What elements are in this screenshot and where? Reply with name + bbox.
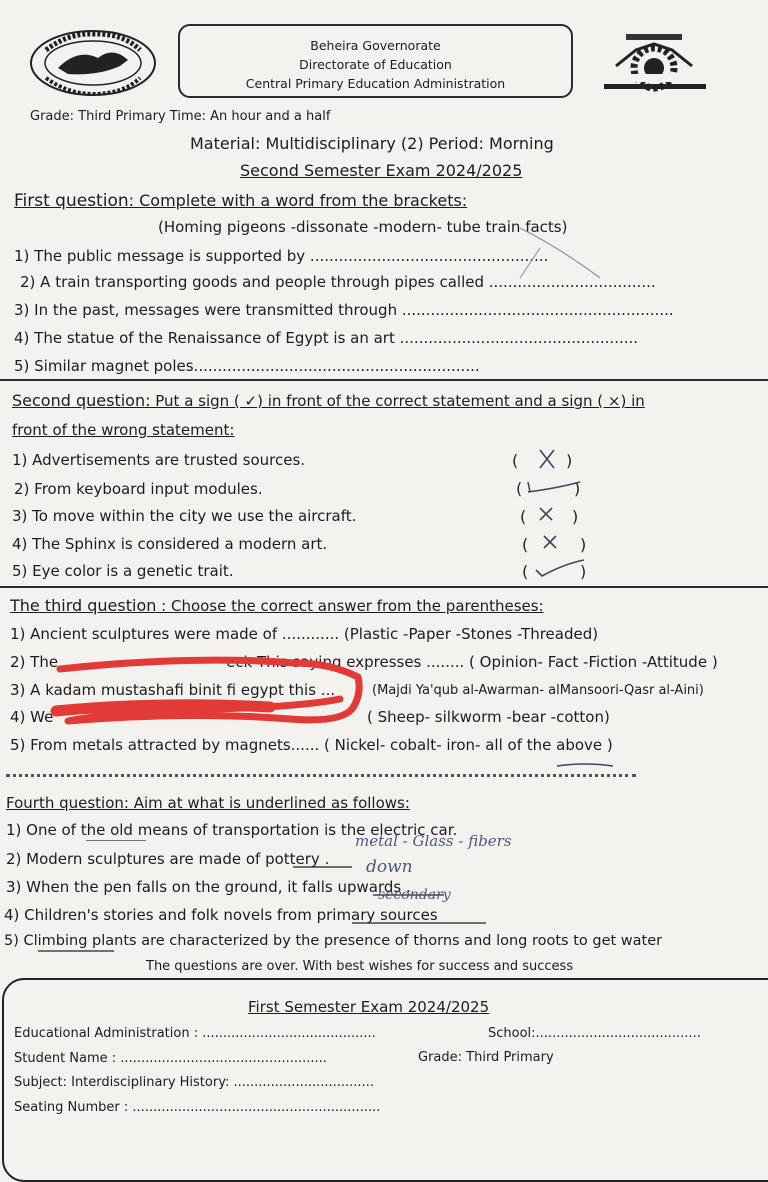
footer-school: School:........................................ xyxy=(488,1026,701,1041)
q3-item-3: 3) A kadam mustashafi binit fi egypt this ... xyxy=(10,681,336,699)
q3-item-4-options: ( Sheep- silkworm -bear -cotton) xyxy=(367,708,610,726)
footer-admin: Educational Administration : .......................................... xyxy=(14,1026,376,1041)
q3-item-2-rest: eck This saying expresses ........ ( Opinion- Fact -Fiction -Attitude ) xyxy=(226,653,718,671)
q1-instruction: : Complete with a word from the brackets: xyxy=(128,191,468,210)
svg-text:(: ( xyxy=(522,535,529,554)
q2-item-3: 3) To move within the city we use the aircraft. xyxy=(12,507,357,525)
svg-text:(: ( xyxy=(512,451,519,470)
q2-instruction-2: front of the wrong statement: xyxy=(12,421,235,439)
q4-item-2: 2) Modern sculptures are made of pottery . xyxy=(6,850,330,868)
governorate-logo xyxy=(28,28,158,98)
q2-heading xyxy=(12,391,645,410)
svg-text:): ) xyxy=(572,507,579,526)
svg-text:): ) xyxy=(566,451,573,470)
footer-seating: Seating Number : ............................................................ xyxy=(14,1100,381,1115)
header-line-governorate: Beheira Governorate xyxy=(310,38,441,53)
q4-item-5: 5) Climbing plants are characterized by the presence of thorns and long roots to get water xyxy=(4,933,663,949)
pencil-stroke xyxy=(500,218,610,308)
footer-exam-title: First Semester Exam 2024/2025 xyxy=(248,998,490,1016)
handwritten-q4-2: metal - Glass - fibers xyxy=(355,832,512,850)
q1-item-2: 2) A train transporting goods and people through pipes called ................................... xyxy=(20,273,656,291)
dashed-divider xyxy=(6,774,636,777)
directorate-logo xyxy=(596,30,714,96)
q1-item-1: 1) The public message is supported by .................................................. xyxy=(14,247,549,265)
red-scribble xyxy=(40,655,380,735)
q2-item-1: 1) Advertisements are trusted sources. xyxy=(12,451,306,469)
svg-text:(: ( xyxy=(520,507,527,526)
q3-item-2-start: 2) The xyxy=(10,653,59,671)
q4-item-3: 3) When the pen falls on the ground, it falls upwards . xyxy=(6,878,411,896)
q3-item-5: 5) From metals attracted by magnets...... ( Nickel- cobalt- iron- all of the above ) xyxy=(10,736,613,754)
header-line-directorate: Directorate of Education xyxy=(299,57,452,72)
q3-item-3-options: (Majdi Ya'qub al-Awarman- alMansoori-Qasr al-Aini) xyxy=(372,683,704,698)
footer-student: Student Name : .................................................. xyxy=(14,1051,327,1066)
header-box xyxy=(178,24,573,98)
svg-text:): ) xyxy=(574,479,581,498)
footer-grade: Grade: Third Primary xyxy=(418,1050,554,1065)
q2-item-4: 4) The Sphinx is considered a modern art. xyxy=(12,535,328,553)
svg-text:): ) xyxy=(580,535,587,554)
q4-title: Fourth question: Aim at what is underlined as follows: xyxy=(6,794,410,812)
q1-heading xyxy=(14,191,467,211)
q1-options: (Homing pigeons -dissonate -modern- tube train facts) xyxy=(158,218,568,236)
exam-title: Second Semester Exam 2024/2025 xyxy=(240,161,523,180)
footer-subject: Subject: Interdisciplinary History: .................................. xyxy=(14,1075,374,1090)
q1-item-5: 5) Similar magnet poles............................................................ xyxy=(14,357,480,375)
q1-item-4: 4) The statue of the Renaissance of Egypt is an art .................................................. xyxy=(14,329,639,347)
divider-1 xyxy=(0,379,768,381)
q1-item-3: 3) In the past, messages were transmitted through ......................................................... xyxy=(14,301,674,319)
q2-item-5: 5) Eye color is a genetic trait. xyxy=(12,562,234,580)
handwritten-q4-3: down xyxy=(366,857,413,877)
q2-item-2: 2) From keyboard input modules. xyxy=(14,480,263,498)
q1-title: First question xyxy=(14,191,129,211)
q3-item-4: 4) We xyxy=(10,708,54,726)
divider-2 xyxy=(0,586,768,588)
q3-title: The third question xyxy=(10,596,157,615)
q3-heading xyxy=(10,596,544,615)
svg-text:(: ( xyxy=(522,562,529,581)
q3-item-1: 1) Ancient sculptures were made of ............ (Plastic -Paper -Stones -Threaded) xyxy=(10,625,599,643)
closing-text: The questions are over. With best wishes for success and success xyxy=(146,959,574,974)
svg-text:): ) xyxy=(580,562,587,581)
grade-time: Grade: Third Primary Time: An hour and a half xyxy=(30,109,331,124)
material-period: Material: Multidisciplinary (2) Period: Morning xyxy=(190,134,554,153)
pencil-underline xyxy=(555,760,615,770)
q4-item-4: 4) Children's stories and folk novels from primary sources xyxy=(4,906,438,924)
header-line-administration: Central Primary Education Administration xyxy=(245,76,506,91)
q4-item-1: 1) One of the old means of transportation is the electric car. xyxy=(6,821,458,839)
q2-instruction: Put a sign ( ✓) in front of the correct statement and a sign ( ×) in xyxy=(150,392,645,410)
q2-title: Second question: xyxy=(12,391,151,410)
handwritten-q4-4: secondary xyxy=(378,887,451,903)
svg-text:(: ( xyxy=(516,479,523,498)
q3-instruction: : Choose the correct answer from the parentheses: xyxy=(156,597,544,615)
answer-marks xyxy=(508,444,598,584)
